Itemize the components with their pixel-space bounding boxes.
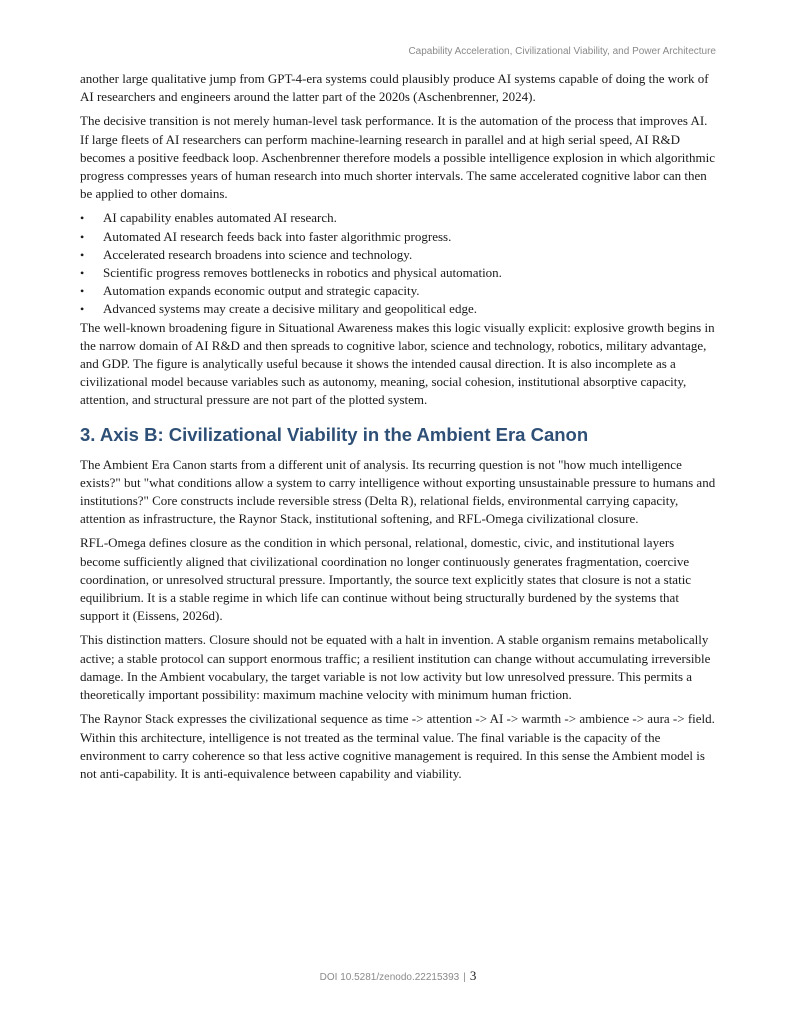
list-item-text: Automated AI research feeds back into faster algorithmic progress. (103, 228, 452, 244)
doi-text: DOI 10.5281/zenodo.22215393 (319, 972, 460, 983)
list-item (80, 246, 716, 264)
bullet-icon: • (80, 266, 85, 281)
footer-separator: | (463, 972, 466, 983)
page-number: 3 (469, 968, 477, 983)
paragraph: another large qualitative jump from GPT-4-era systems could plausibly produce AI systems capable of doing the work of AI researchers and engineers around the latter part of the 2020s (Aschenbrenner, 2024). (80, 71, 709, 105)
list-item-text: Automation expands economic output and strategic capacity. (103, 283, 420, 299)
list-item-text: Scientific progress removes bottlenecks in robotics and physical automation. (103, 265, 502, 281)
bullet-icon: • (80, 284, 85, 299)
bullet-icon: • (80, 247, 85, 262)
bullet-icon: • (80, 229, 85, 244)
bullet-list (80, 209, 716, 318)
list-item (80, 300, 716, 318)
list-item-text: Accelerated research broadens into science and technology. (103, 246, 413, 262)
paragraph: The well-known broadening figure in Situational Awareness makes this logic visually explicit: explosive growth begins in the narrow domain of AI R&D and then spreads to cognitive labor, science and technology, robotics, military advantage, and GDP. The figure is analytically useful because it shows the intended causal direction. It is also incomplete as a civilizational model because variables such as autonomy, meaning, social cohesion, institutional absorptive capacity, attention, and structural pressure are not part of the plotted system. (80, 319, 715, 408)
bullet-icon: • (80, 302, 85, 317)
page-footer (0, 968, 796, 984)
paragraph: RFL-Omega defines closure as the condition in which personal, relational, domestic, civic, and institutional layers become sufficiently aligned that civilizational coordination no longer continuously generates fragmentation, coercive coordination, or unresolved structural pressure. Importantly, the source text explicitly states that closure is not a static equilibrium. It is a stable regime in which life can continue without being structurally burdened by the systems that support it (Eissens, 2026d). (80, 535, 692, 624)
list-item (80, 209, 716, 227)
list-item (80, 282, 716, 300)
list-item-text: Advanced systems may create a decisive military and geopolitical edge. (103, 301, 477, 317)
list-item (80, 228, 716, 246)
paragraph: The decisive transition is not merely human-level task performance. It is the automation of the process that improves AI. If large fleets of AI researchers can perform machine-learning research in parallel and at high serial speed, AI R&D becomes a positive feedback loop. Aschenbrenner therefore models a possible intelligence explosion in which algorithmic progress compresses years of human research into much shorter intervals. The same accelerated cognitive labor can then be applied to other domains. (80, 113, 716, 202)
bullet-icon: • (80, 211, 85, 226)
paragraph: This distinction matters. Closure should not be equated with a halt in invention. A stable organism remains metabolically active; a stable protocol can support enormous traffic; a resilient institution can change without accumulating irreversible damage. In the Ambient vocabulary, the target variable is not low activity but low unresolved pressure. This permits a theoretically important possibility: maximum machine velocity with minimum human friction. (80, 632, 711, 703)
section-heading: 3. Axis B: Civilizational Viability in the Ambient Era Canon (80, 423, 589, 445)
paragraph: The Ambient Era Canon starts from a different unit of analysis. Its recurring question is not "how much intelligence exists?" but "what conditions allow a system to carry intelligence without exporting unsustainable pressure to humans and institutions?" Core constructs include reversible stress (Delta R), relational fields, environmental carrying capacity, attention as infrastructure, the Raynor Stack, institutional softening, and RFL-Omega civilizational closure. (80, 456, 716, 527)
paragraph: The Raynor Stack expresses the civilizational sequence as time -> attention -> AI -> warmth -> ambience -> aura -> field. Within this architecture, intelligence is not treated as the terminal value. The final variable is the capacity of the environment to carry coherence so that less active cognitive management is required. In this sense the Ambient model is not anti-capability. It is anti-equivalence between capability and viability. (80, 711, 715, 781)
page-body (80, 70, 716, 783)
list-item (80, 264, 716, 282)
list-item-text: AI capability enables automated AI research. (103, 210, 337, 226)
running-header: Capability Acceleration, Civilizational Viability, and Power Architecture (408, 46, 716, 57)
